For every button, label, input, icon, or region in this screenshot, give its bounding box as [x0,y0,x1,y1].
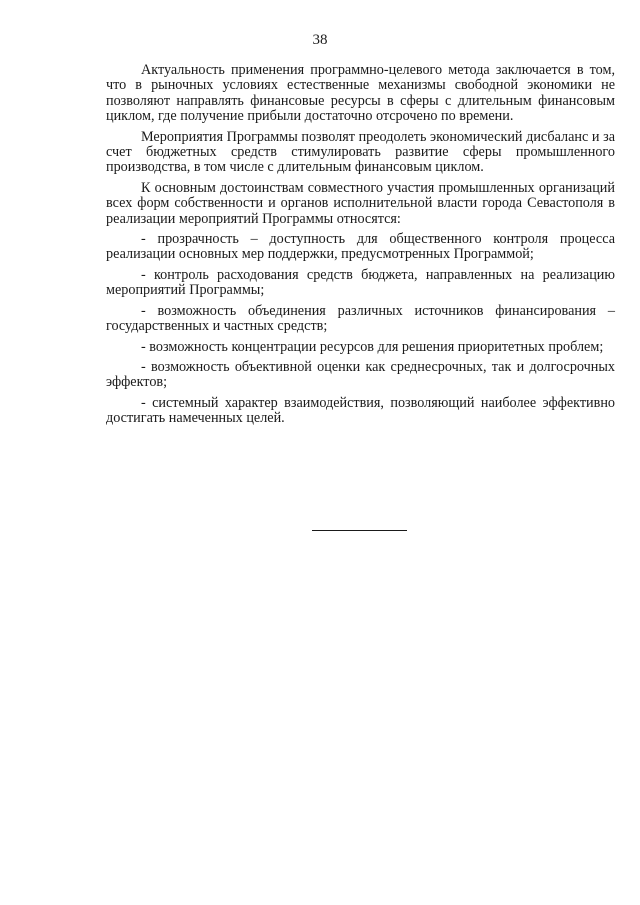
list-item-effects-assessment: - возможность объективной оценки как среднесрочных, так и долгосрочных эффектов; [106,358,615,391]
paragraph-program-measures: Мероприятия Программы позволят преодолеть экономический дисбаланс и за счет бюджетных средств стимулировать развитие сферы промышленного производства, в том числе с длительным финансовым циклом. [106,128,615,176]
list-item-systemic-interaction: - системный характер взаимодействия, позволяющий наиболее эффективно достигать намеченных целей. [106,394,615,427]
end-divider-line [312,530,407,531]
document-body [106,63,615,432]
paragraph-advantages-intro: К основным достоинствам совместного участия промышленных организаций всех форм собственности и органов исполнительной власти города Севастополя в реализации мероприятий Программы относятся: [106,179,615,227]
list-item-transparency: - прозрачность – доступность для общественного контроля процесса реализации основных мер поддержки, предусмотренных Программой; [106,231,615,263]
list-item-resource-concentration: - возможность концентрации ресурсов для решения приоритетных проблем; [141,338,604,355]
paragraph-relevance: Актуальность применения программно-целевого метода заключается в том, что в рыночных условиях естественные механизмы свободной экономики не позволяют направлять финансовые ресурсы в сферы с длительным финансовым циклом, где получение прибыли достаточно отсрочено по времени. [106,62,615,125]
page-number: 38 [312,32,328,48]
list-item-funding-sources: - возможность объединения различных источников финансирования – государственных и частных средств; [106,302,615,335]
list-item-budget-control: - контроль расходования средств бюджета, направленных на реализацию мероприятий Программы; [106,266,615,299]
